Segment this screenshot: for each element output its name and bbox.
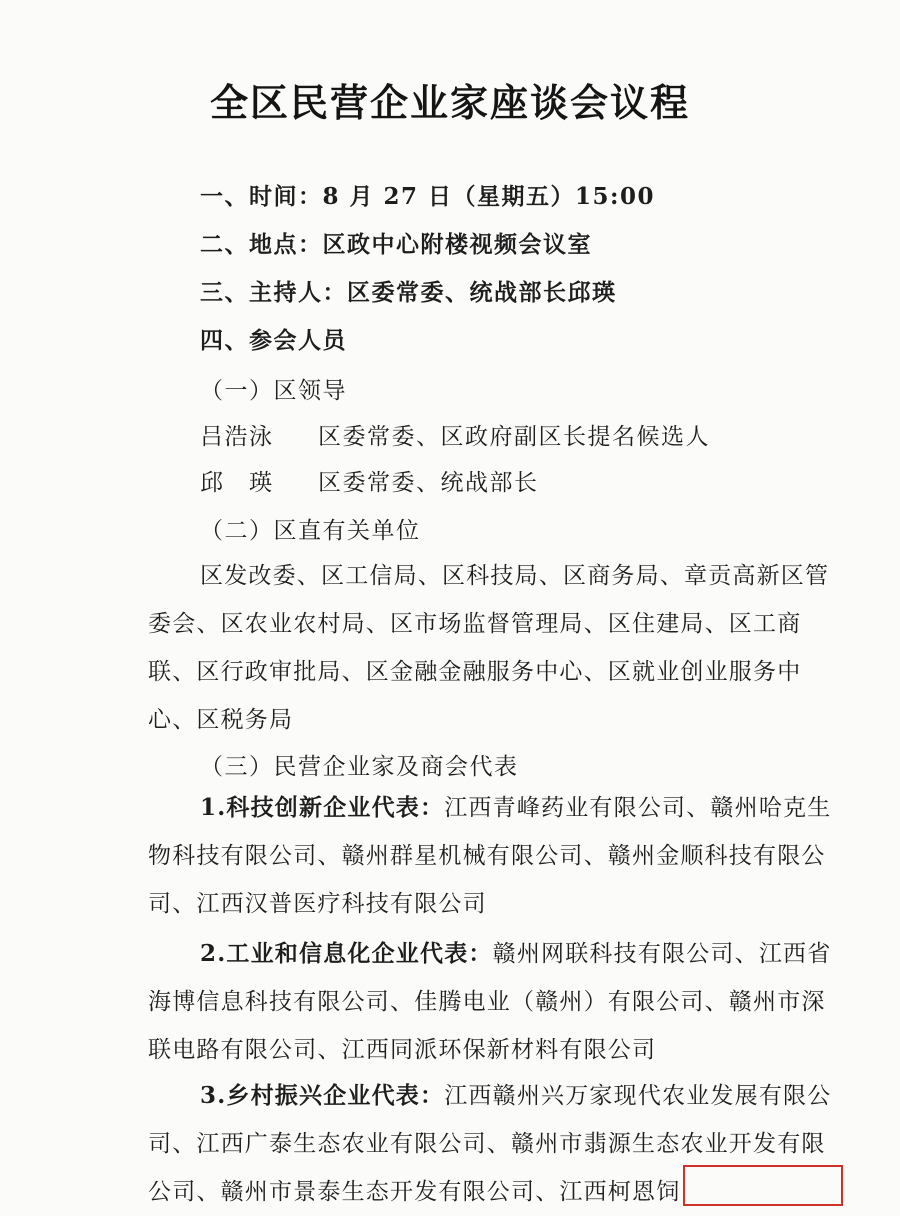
district-leaders-heading: （一）区领导 bbox=[200, 378, 347, 404]
group-label: 3.乡村振兴企业代表： bbox=[200, 1082, 445, 1109]
group-companies: 江西青峰药业有限公司、赣州哈克生物科技有限公司、赣州群星机械有限公司、赣州金顺科技有限公司、江西汉普医疗科技有限公司 bbox=[148, 795, 832, 917]
units-list: 区发改委、区工信局、区科技局、区商务局、章贡高新区管委会、区农业农村局、区市场监督管理局、区住建局、区工商联、区行政审批局、区金融金融服务中心、区就业创业服务中心、区税务局 bbox=[148, 563, 830, 733]
item-place: 二、地点：区政中心附楼视频会议室 bbox=[200, 231, 592, 258]
leader-role: 区委常委、区政府副区长提名候选人 bbox=[318, 424, 710, 450]
units-heading: （二）区直有关单位 bbox=[200, 518, 421, 544]
item-attendees: 四、参会人员 bbox=[200, 327, 347, 354]
item-time: 一、时间：8 月 27 日（星期五）15:00 bbox=[200, 183, 656, 210]
document-title: 全区民营企业家座谈会议程 bbox=[209, 80, 690, 125]
leader-name: 吕浩泳 bbox=[200, 424, 274, 450]
group-companies: 赣州网联科技有限公司、江西省海博信息科技有限公司、佳腾电业（赣州）有限公司、赣州市深联电路有限公司、江西同派环保新材料有限公司 bbox=[148, 941, 832, 1063]
group-companies: 江西赣州兴万家现代农业发展有限公司、江西广泰生态农业有限公司、赣州市翡源生态农业开发有限公司、赣州市景泰生态开发有限公司、江西柯恩饲 bbox=[148, 1083, 832, 1205]
leader-role: 区委常委、统战部长 bbox=[318, 470, 539, 496]
highlight-box bbox=[683, 1165, 843, 1206]
group-label: 2.工业和信息化企业代表： bbox=[200, 940, 493, 967]
leader-name: 邱 瑛 bbox=[200, 470, 274, 496]
group-label: 1.科技创新企业代表： bbox=[200, 794, 445, 821]
entrepreneurs-heading: （三）民营企业家及商会代表 bbox=[200, 754, 519, 780]
item-host: 三、主持人：区委常委、统战部长邱瑛 bbox=[200, 279, 617, 306]
group-tech bbox=[148, 784, 848, 928]
group-industry bbox=[148, 930, 848, 1074]
